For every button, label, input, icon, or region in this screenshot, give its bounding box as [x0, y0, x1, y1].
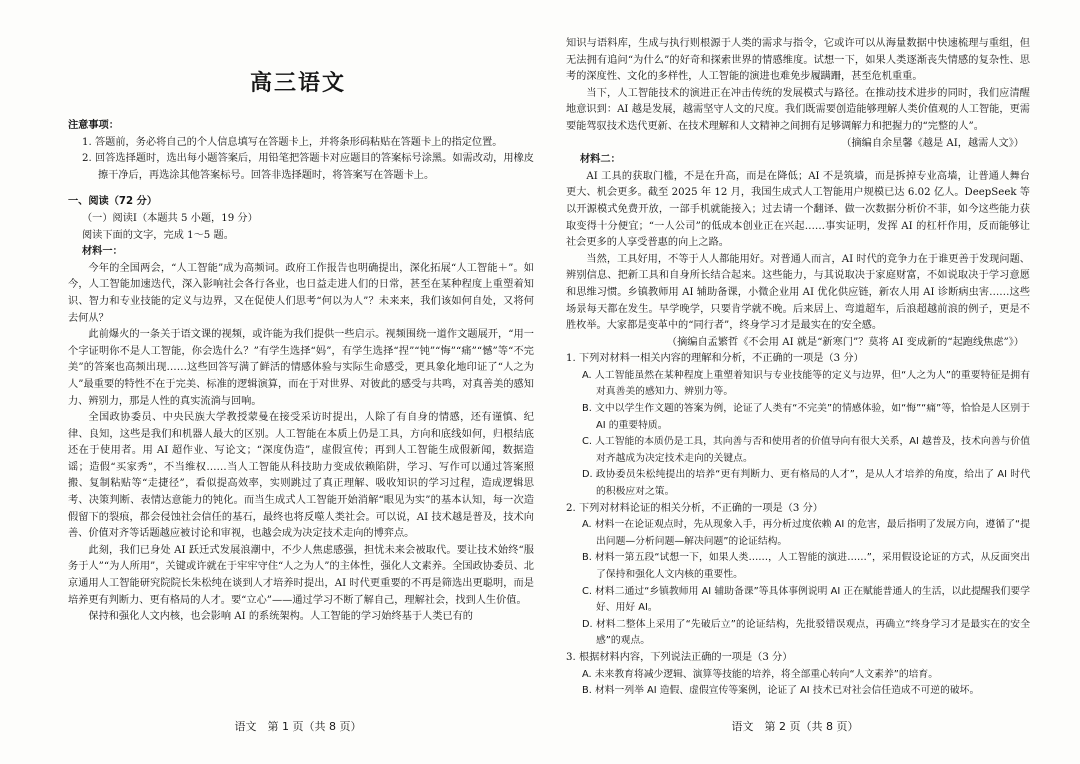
paragraph: 保持和强化人文内核，也会影响 AI 的系统架构。人工智能的学习始终基于人类已有的 — [88, 611, 473, 623]
question-option: B. 文中以学生作文题的答案为例，论证了人类有“不完美”的情感体验，如“悔”“痛”等，恰恰是人区别于 AI 的重要特质。 — [582, 403, 1030, 431]
paragraph: 知识与语料库，生成与执行则根源于人类的需求与指令，它或许可以从海量数据中快速梳理与重组，但无法拥有追问“为什么”的好奇和探索世界的情感维度。试想一下，如果人类逐渐丧失情感的复杂性、思考的深度性、文化的多样性，人工智能的演进也难免步履蹒跚，甚至危机重重。 — [566, 38, 1030, 83]
question-option: A. 未来教育将减少逻辑、演算等技能的培养，将全部重心转向“人文素养”的培育。 — [582, 668, 939, 680]
question-option: D. 材料二整体上采用了“先破后立”的论证结构，先批驳错误观点，再确立“终身学习才是最实在的安全感”的观点。 — [582, 618, 1030, 647]
section-heading: 一、阅读（72 分） — [68, 196, 158, 208]
page-title: 高三语文 — [249, 71, 346, 96]
page-footer: 语文 第 2 页（共 8 页） — [731, 720, 859, 733]
paragraph: 今年的全国两会，“人工智能”成为高频词。政府工作报告也明确提出，深化拓展“人工智能＋”。如今，人工智能加速迭代，深入影响社会各行各业，也日益走进人们的日常，甚至在某种程度上重塑着知识、智力和专业技能的定义与边界，又在促使人们思考“何以为人”？未来来，我们该如何自处，又将何去何从？ — [68, 262, 534, 324]
question-stem: 1. 下列对材料一相关内容的理解和分析，不正确的一项是（3 分） — [566, 353, 864, 365]
source-citation: （摘编自孟繁哲《不会用 AI 就是“新寒门”？莫将 AI 变成新的“起跑线焦虑”》） — [666, 336, 1024, 348]
material-1-label: 材料一： — [82, 246, 123, 258]
notice-item: 1. 答题前，务必将自己的个人信息填写在答题卡上，并将条形码粘贴在答题卡上的指定位置。 — [82, 136, 503, 148]
question-option: C. 材料二通过“乡镇教师用 AI 辅助备课”等具体事例说明 AI 正在赋能普通人的生活，以此提醒我们要学好、用好 AI。 — [582, 585, 1030, 614]
paragraph: AI 工具的获取门槛，不是在升高，而是在降低；AI 不是筑墙，而是拆掉专业高墙，让普通人舞台更大、机会更多。截至 2025 年 12 月，我国生成式人工智能用户规模已达 6.02 亿人。DeepSeek 等以开源模式免费开放，一部手机就能接入；过去请一个翻译、做一次数据分析价不菲，如今这些能力获取变得十分便宜；“一人公司”的低成本创业正在兴起……事实证明，发挥 AI 的杠杆作用，反而能够让社会更多的人享受普惠的向上之路。 — [566, 170, 1030, 249]
question-option: C. 人工智能的本质仍是工具，其向善与否和使用者的价值导向有很大关系，AI 越普及，技术向善与价值对齐越成为决定技术走向的关键点。 — [582, 436, 1030, 464]
question-option: B. 材料一列举 AI 造假、虚假宣传等案例，论证了 AI 技术已对社会信任造成不可逆的破坏。 — [582, 685, 980, 697]
sub-heading: （一）阅读Ⅰ（本题共 5 小题，19 分） — [82, 212, 258, 224]
page-2 — [560, 0, 1030, 764]
question-stem: 3. 根据材料内容，下列说法正确的一项是（3 分） — [566, 651, 793, 663]
instruction: 阅读下面的文字，完成 1～5 题。 — [82, 229, 234, 241]
page-1 — [62, 0, 534, 764]
notice-heading: 注意事项： — [68, 120, 119, 131]
material-2-label: 材料二： — [580, 154, 621, 166]
question-option: A. 人工智能虽然在某种程度上重塑着知识与专业技能等的定义与边界，但“人之为人”的重要特征是拥有对真善美的感知力、辨别力等。 — [582, 369, 1030, 398]
question-option: D. 政协委员朱松纯提出的培养“更有判断力、更有格局的人才”，是从人才培养的角度，给出了 AI 时代的积极应对之策。 — [582, 469, 1030, 498]
paragraph: 当然，工具好用，不等于人人都能用好。对普通人而言，AI 时代的竞争力在于谁更善于发现问题、辨别信息、把新工具和自身所长结合起来。这些能力，与其说取决于家庭财富，不如说取决于学习意愿和思维习惯。乡镇教师用 AI 辅助备课，小微企业用 AI 优化供应链，新农人用 AI 诊断病虫害……这些场景每天都在发生。早学晚学，只要肯学就不晚。后来居上、弯道超车，后浪超越前浪的例子，更是不胜枚举。大家都是变革中的“同行者”，终身学习才是最实在的安全感。 — [566, 253, 1030, 332]
question-stem: 2. 下列对材料论证的相关分析，不正确的一项是（3 分） — [566, 502, 823, 514]
paragraph: 此前爆火的一条关于语文课的视频，或许能为我们提供一些启示。视频围绕一道作文题展开，“用一个字证明你不是人工智能，你会选什么？”有学生选择“妈”，有学生选择“捏”“钝”“悔”“痛”“憾”等“不完美”的答案也高频出现……这些回答写满了鲜活的情感体验与实际生命感受，更具象化地印证了“人之为人”最重要的特性不在于完美、标准的逻辑演算，而在于对世界、对彼此的感受与共鸣，对真善美的感知力、辨别力，那是人性的真实流淌与回响。 — [68, 329, 534, 407]
paragraph: 全国政协委员、中央民族大学教授蒙曼在接受采访时提出，人除了有自身的情感，还有谨慎、纪律、良知，这些是我们和机器人最大的区别。人工智能在本质上仍是工具，方向和底线如何，归根结底还在于使用者。用 AI 超作业、写论文；“深度伪造”，虚假宣传；再到人工智能生成假新闻，数据造谣；造假“买家秀”，不当维权……当人工智能从科技助力变成依赖陷阱，学习、写作可以通过答案照搬、复制粘贴等“走捷径”，看似提高效率，实则跳过了真正理解、吸收知识的学习过程，造成逻辑思考、决策判断、表情达意能力的钝化。而当生成式人工智能开始消解“眼见为实”的基本认知，每一次造假留下的裂痕，都会侵蚀社会信任的基石，最终也将反噬人类社会。可以说，AI 技术越是普及，技术向善、价值对齐等话题越应被讨论和审视，也越会成为决定技术走向的博弈点。 — [68, 412, 534, 540]
question-option: A. 材料一在论证观点时，先从现象入手，再分析过度依赖 AI 的危害，最后指明了发展方向，遵循了“提出问题—分析问题—解决问题”的论证结构。 — [582, 519, 1030, 547]
source-citation: （摘编自余星馨《越是 AI，越需人文》） — [841, 137, 1024, 149]
page-1-body — [68, 118, 534, 626]
question-option: B. 材料一第五段“试想一下，如果人类……，人工智能的演进……”，采用假设论证的方式，从反面突出了保持和强化人文内核的重要性。 — [582, 552, 1030, 580]
page-2-body — [566, 36, 1030, 700]
paragraph: 此刻，我们已身处 AI 跃迁式发展浪潮中，不少人焦虑感强，担忧未来会被取代。要让技术始终“服务于人”“为人所用”，关键或许就在于牢牢守住“人之为人”的主体性，强化人文素养。全国政协委员、北京通用人工智能研究院院长朱松纯在谈到人才培养时提出，AI 时代更重要的不再是筛选出更聪明，而是培养更有判断力、更有格局的人才。要“立心”——通过学习不断了解自己，理解社会，找到人生价值。 — [68, 544, 534, 606]
page-footer: 语文 第 1 页（共 8 页） — [234, 720, 362, 733]
paragraph: 当下，人工智能技术的演进正在冲击传统的发展模式与路径。在推动技术进步的同时，我们应清醒地意识到：AI 越是发展，越需坚守人文的尺度。我们既需要创造能够理解人类价值观的人工智能，更需要能驾驭技术迭代更新、在技术理解和人文精神之间拥有足够调解力和把握力的“完整的人”。 — [566, 87, 1030, 132]
notice-item: 2. 回答选择题时，选出每小题答案后，用铅笔把答题卡对应题目的答案标号涂黑。如需改动，用橡皮擦干净后，再选涂其他答案标号。回答非选择题时，将答案写在答题卡上。 — [82, 153, 534, 181]
